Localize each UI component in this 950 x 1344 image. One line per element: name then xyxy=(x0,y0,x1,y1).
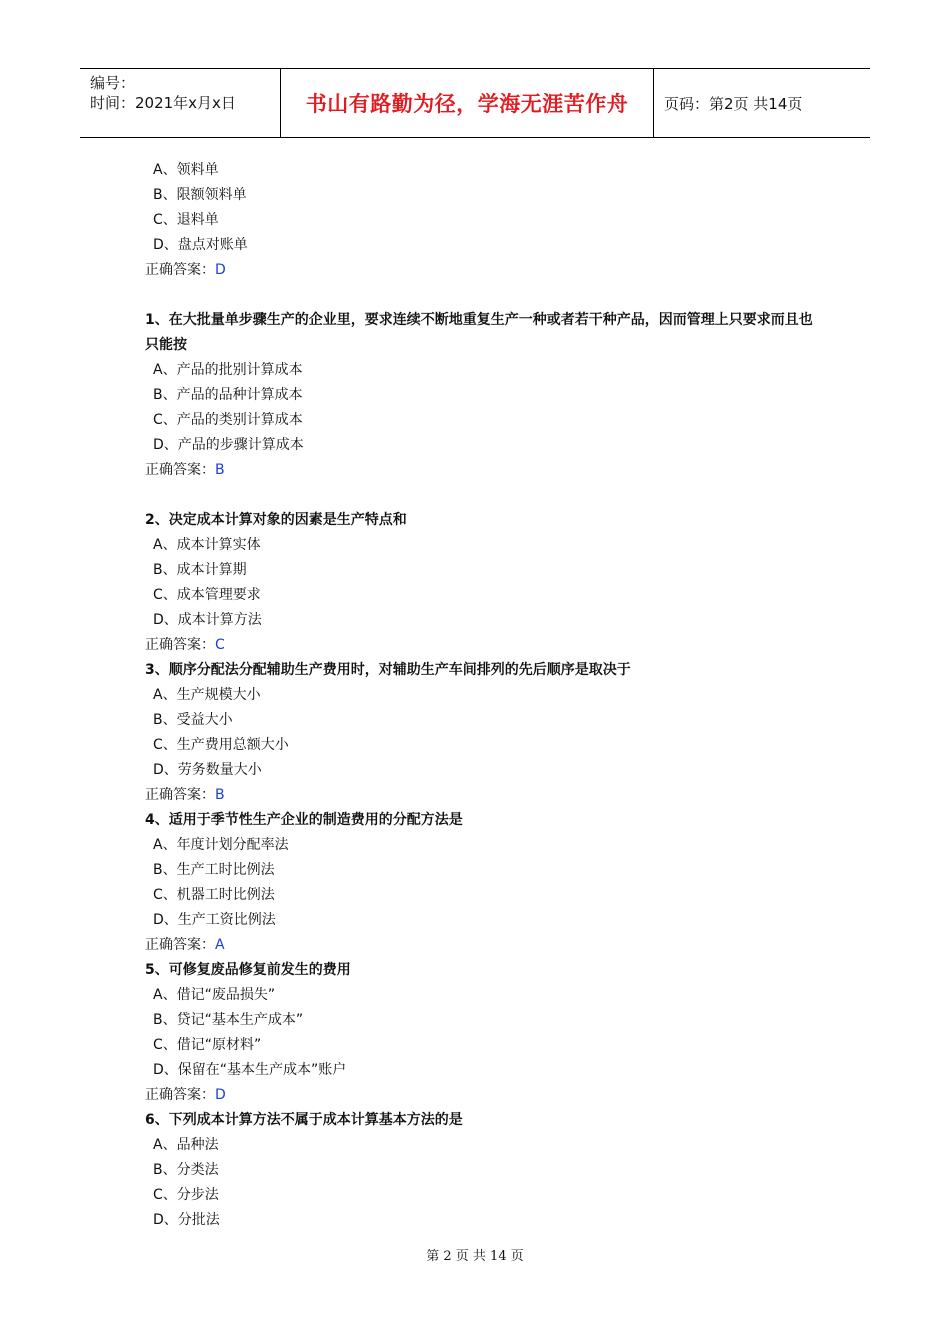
option: B、生产工时比例法 xyxy=(153,862,275,878)
answer-value: D xyxy=(215,1087,226,1103)
option: A、生产规模大小 xyxy=(153,687,261,703)
option: C、借记“原材料” xyxy=(153,1037,262,1053)
option: D、成本计算方法 xyxy=(153,612,262,628)
question-title: 4、适用于季节性生产企业的制造费用的分配方法是 xyxy=(145,812,463,828)
answer-value: D xyxy=(215,262,226,278)
option: D、盘点对账单 xyxy=(153,237,248,253)
question-title: 1、在大批量单步骤生产的企业里，要求连续不断地重复生产一种或者若干种产品，因而管理上只要求而且也只能按 xyxy=(145,312,813,353)
header-info xyxy=(80,69,281,137)
question-2 xyxy=(145,508,825,658)
answer-label: 正确答案： xyxy=(145,462,215,478)
option: A、成本计算实体 xyxy=(153,537,261,553)
option: B、产品的品种计算成本 xyxy=(153,387,303,403)
option: D、保留在“基本生产成本”账户 xyxy=(153,1062,347,1078)
option: D、分批法 xyxy=(153,1212,220,1228)
question-title: 2、决定成本计算对象的因素是生产特点和 xyxy=(145,512,407,528)
page-footer: 第 2 页 共 14 页 xyxy=(426,1249,524,1264)
question-title: 6、下列成本计算方法不属于成本计算基本方法的是 xyxy=(145,1112,463,1128)
question-5 xyxy=(145,958,825,1108)
answer-label: 正确答案： xyxy=(145,262,215,278)
answer-value: C xyxy=(215,637,225,653)
option: D、产品的步骤计算成本 xyxy=(153,437,304,453)
question-3 xyxy=(145,658,825,808)
option: B、受益大小 xyxy=(153,712,233,728)
answer-value: B xyxy=(215,787,225,803)
answer-line xyxy=(145,458,825,483)
option: B、贷记“基本生产成本” xyxy=(153,1012,304,1028)
option: C、退料单 xyxy=(153,212,219,228)
option: C、产品的类别计算成本 xyxy=(153,412,303,428)
option: D、劳务数量大小 xyxy=(153,762,262,778)
answer-line xyxy=(145,1083,825,1108)
time-label: 时间：2021年x月x日 xyxy=(90,94,236,112)
answer-line xyxy=(145,258,825,283)
motto: 书山有路勤为径，学海无涯苦作舟 xyxy=(281,69,654,137)
option: A、品种法 xyxy=(153,1137,219,1153)
question-6 xyxy=(145,1108,825,1233)
question-title: 5、可修复废品修复前发生的费用 xyxy=(145,962,351,978)
answer-label: 正确答案： xyxy=(145,937,215,953)
option: D、生产工资比例法 xyxy=(153,912,276,928)
page-indicator: 页码：第2页 共14页 xyxy=(664,94,803,113)
answer-value: B xyxy=(215,462,225,478)
answer-label: 正确答案： xyxy=(145,1087,215,1103)
question-1 xyxy=(145,308,825,483)
option: A、借记“废品损失” xyxy=(153,987,276,1003)
option: A、年度计划分配率法 xyxy=(153,837,289,853)
option: C、机器工时比例法 xyxy=(153,887,275,903)
option: C、成本管理要求 xyxy=(153,587,261,603)
answer-line xyxy=(145,633,825,658)
answer-label: 正确答案： xyxy=(145,637,215,653)
option: B、限额领料单 xyxy=(153,187,247,203)
option: C、生产费用总额大小 xyxy=(153,737,289,753)
page-header xyxy=(80,68,870,138)
option: B、分类法 xyxy=(153,1162,219,1178)
option: A、领料单 xyxy=(153,162,219,178)
answer-label: 正确答案： xyxy=(145,787,215,803)
question-list xyxy=(145,158,825,1233)
option: C、分步法 xyxy=(153,1187,219,1203)
code-label: 编号： xyxy=(90,74,136,92)
question-4 xyxy=(145,808,825,958)
option: A、产品的批别计算成本 xyxy=(153,362,303,378)
answer-line xyxy=(145,783,825,808)
answer-line xyxy=(145,933,825,958)
answer-value: A xyxy=(215,937,225,953)
option: B、成本计算期 xyxy=(153,562,247,578)
lead-block xyxy=(145,158,825,283)
question-title: 3、顺序分配法分配辅助生产费用时，对辅助生产车间排列的先后顺序是取决于 xyxy=(145,662,631,678)
